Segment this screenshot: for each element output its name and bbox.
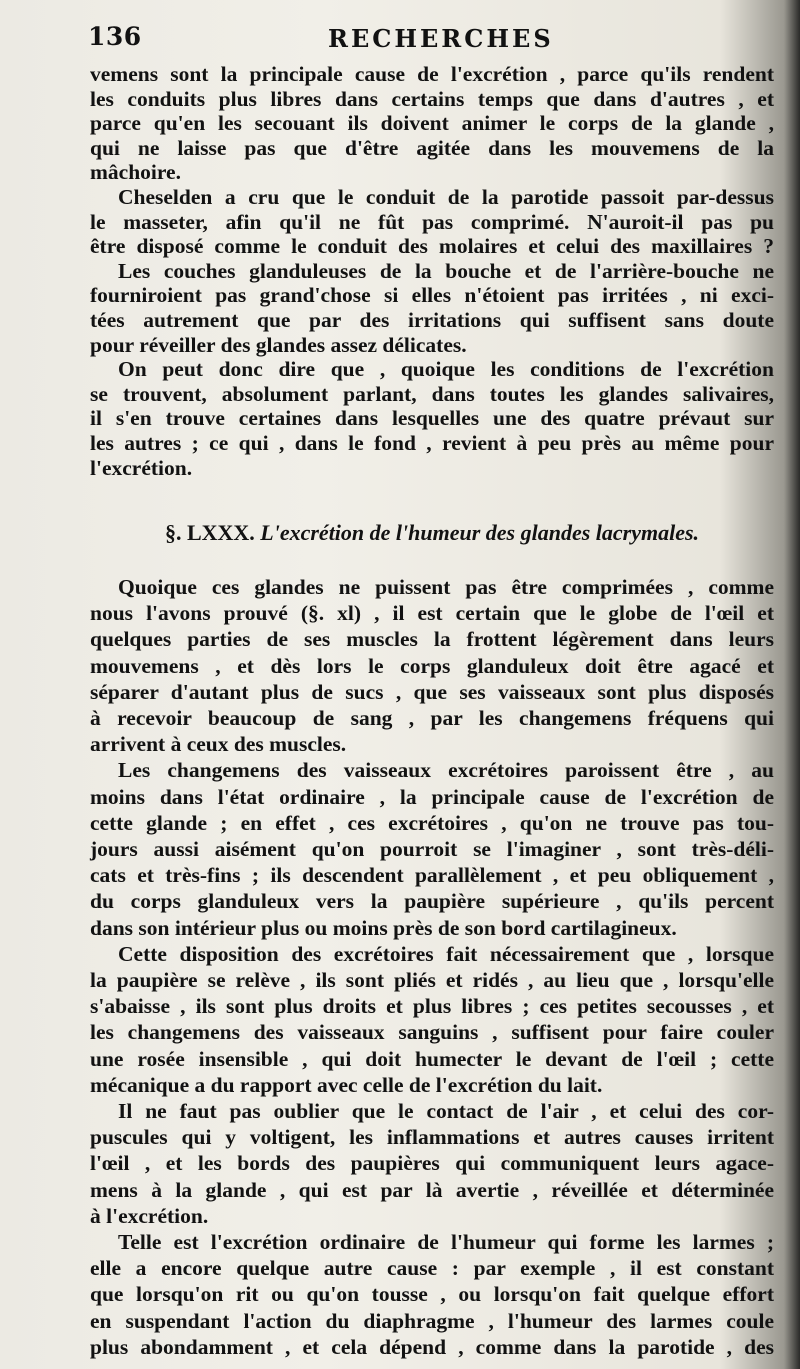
running-head: RECHERCHES	[328, 24, 554, 53]
text-line: mâchoire.	[90, 160, 181, 185]
section-number: §. LXXX.	[164, 520, 255, 545]
text-line: nous l'avons prouvé (§. xl) , il est certain que le globe de l'œil et	[90, 601, 774, 626]
text-line: les autres ; ce qui , dans le fond , revient à peu près au même pour	[90, 430, 774, 455]
text-line: s'abaisse , ils sont plus droits et plus libres ; ces petites secousses , et	[90, 994, 774, 1019]
text-line: fourniroient pas grand'chose si elles n'étoient pas irritées , ni exci-	[90, 283, 774, 308]
text-line: se trouvent, absolument parlant, dans toutes les glandes salivaires,	[90, 381, 774, 406]
text-line: à recevoir beaucoup de sang , par les changemens fréquens qui	[90, 706, 774, 731]
paragraph	[90, 185, 774, 259]
text-line: cats et très-fins ; ils descendent parallèlement , et peu obliquement ,	[90, 863, 774, 888]
paragraph	[90, 941, 774, 1098]
text-line: quelques parties de ses muscles la frottent légèrement dans leurs	[90, 627, 774, 652]
text-line: jours aussi aisément qu'on pourroit se l'imaginer , sont très-déli-	[90, 837, 774, 862]
text-line: parce qu'en les secouant ils doivent animer le corps de la glande ,	[90, 111, 774, 136]
text-line: les changemens des vaisseaux sanguins , suffisent pour faire couler	[90, 1020, 774, 1045]
text-line: en suspendant l'action du diaphragme , l'humeur des larmes coule	[90, 1308, 774, 1333]
text-line: puscules qui y voltigent, les inflammations et autres causes irritent	[90, 1125, 774, 1150]
text-line: Quoique ces glandes ne puissent pas être comprimées , comme	[118, 575, 774, 599]
page-number: 136	[88, 22, 142, 51]
text-line: qui ne laisse pas que d'être agitée dans les mouvemens de la	[90, 135, 774, 160]
text-line: les conduits plus libres dans certains temps que dans d'autres , et	[90, 86, 774, 111]
text-line: pour réveiller des glandes assez délicates.	[90, 332, 467, 357]
paragraph	[90, 259, 774, 357]
text-line: Cette disposition des excrétoires fait nécessairement que , lorsque	[118, 941, 774, 966]
text-line: la paupière se relève , ils sont pliés et ridés , au lieu que , lorsqu'elle	[90, 968, 774, 993]
text-line: tées autrement que par des irritations qui suffisent sans doute	[90, 307, 774, 332]
paragraph	[90, 1229, 774, 1360]
text-line: l'œil , et les bords des paupières qui communiquent leurs agace-	[90, 1151, 774, 1176]
text-line: dans son intérieur plus ou moins près de son bord cartilagineux.	[90, 915, 677, 940]
text-line: mécanique a du rapport avec celle de l'excrétion du lait.	[90, 1072, 603, 1097]
paragraph	[90, 574, 774, 757]
text-line: elle a encore quelque autre cause : par exemple , il est constant	[90, 1256, 774, 1281]
text-line: du corps glanduleux vers la paupière supérieure , qu'ils percent	[90, 889, 774, 914]
text-line: une rosée insensible , qui doit humecter le devant de l'œil ; cette	[90, 1046, 774, 1071]
text-line: à l'excrétion.	[90, 1203, 209, 1228]
text-line: l'excrétion.	[90, 455, 193, 480]
text-line: plus abondamment , et cela dépend , comme dans la parotide , des	[90, 1334, 774, 1359]
section-heading	[90, 520, 774, 546]
text-line: vemens sont la principale cause de l'excrétion , parce qu'ils rendent	[90, 62, 774, 86]
text-line: Les couches glanduleuses de la bouche et de l'arrière-bouche ne	[118, 258, 774, 283]
text-line: Cheselden a cru que le conduit de la parotide passoit par-dessus	[118, 184, 774, 209]
text-line: Il ne faut pas oublier que le contact de l'air , et celui des cor-	[118, 1099, 774, 1124]
text-line: que lorsqu'on rit ou qu'on tousse , ou lorsqu'on fait quelque effort	[90, 1282, 774, 1307]
paragraph	[90, 357, 774, 480]
paragraph	[90, 1098, 774, 1229]
body-text-top	[90, 62, 774, 480]
body-text-bottom	[90, 574, 774, 1360]
text-line: être disposé comme le conduit des molaires et celui des maxillaires ?	[90, 234, 774, 259]
text-line: il s'en trouve certaines dans lesquelles une des quatre prévaut sur	[90, 406, 774, 431]
section-title: L'excrétion de l'humeur des glandes lacrymales.	[260, 520, 700, 545]
text-line: On peut donc dire que , quoique les conditions de l'excrétion	[118, 357, 774, 382]
text-line: mens à la glande , qui est par là avertie , réveillée et déterminée	[90, 1177, 774, 1202]
text-line: moins dans l'état ordinaire , la principale cause de l'excrétion de	[90, 784, 774, 809]
page-header	[88, 22, 768, 62]
text-line: mouvemens , et dès lors le corps glanduleux doit être agacé et	[90, 653, 774, 678]
text-line: cette glande ; en effet , ces excrétoires , qu'on ne trouve pas tou-	[90, 810, 774, 835]
text-line: le masseter, afin qu'il ne fût pas comprimé. N'auroit-il pas pu	[90, 209, 774, 234]
text-line: arrivent à ceux des muscles.	[90, 732, 347, 757]
paragraph	[90, 757, 774, 940]
text-line: Telle est l'excrétion ordinaire de l'humeur qui forme les larmes ;	[118, 1230, 774, 1255]
text-line: Les changemens des vaisseaux excrétoires paroissent être , au	[118, 758, 774, 783]
paragraph	[90, 62, 774, 185]
text-line: séparer d'autant plus de sucs , que ses vaisseaux sont plus disposés	[90, 679, 774, 704]
